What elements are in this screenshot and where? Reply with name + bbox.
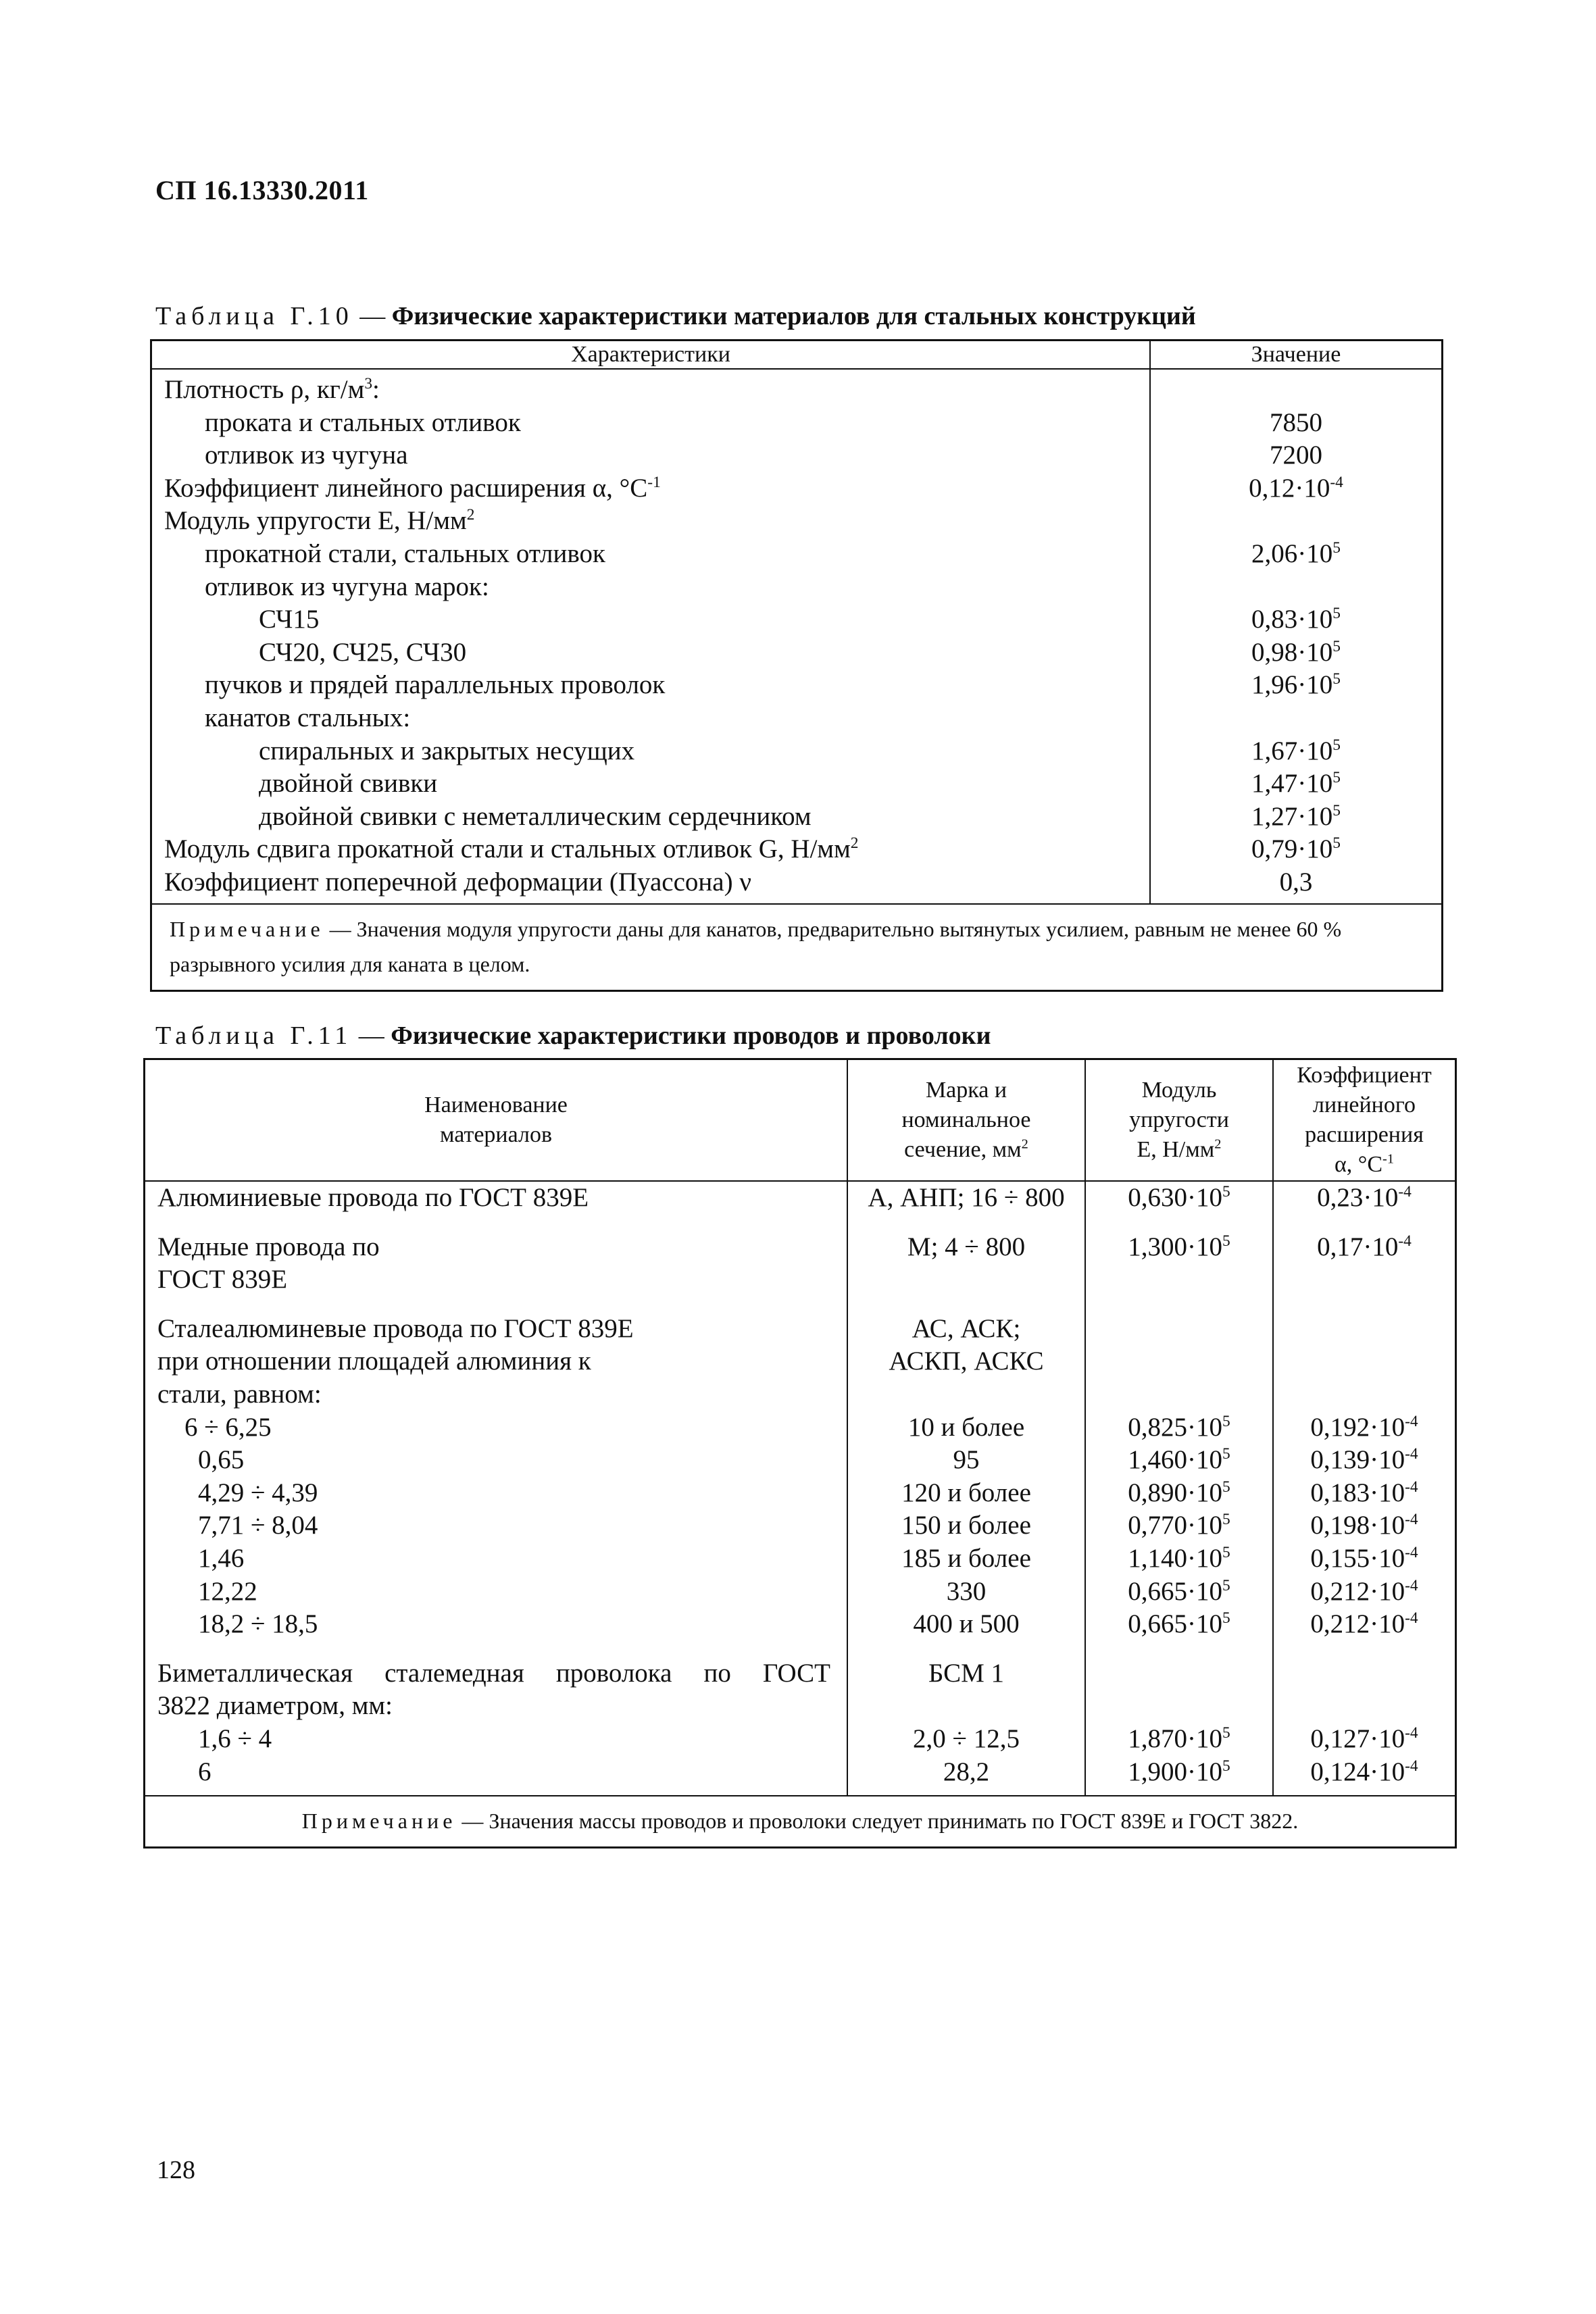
row-label xyxy=(151,768,1151,801)
table-header-row xyxy=(151,341,1443,370)
row-label xyxy=(151,636,1151,670)
value-exponent: 5 xyxy=(1332,670,1341,688)
row-value xyxy=(1150,603,1443,636)
column-header-modulus xyxy=(1085,1059,1273,1182)
row-label xyxy=(151,801,1151,834)
header-line: расширения xyxy=(1305,1122,1424,1147)
value-text: 1,870·10 xyxy=(1128,1724,1223,1753)
table-row xyxy=(151,768,1443,801)
grade: 28,2 xyxy=(847,1756,1085,1796)
row-value xyxy=(1150,369,1443,407)
value-text: 0,83·10 xyxy=(1251,605,1333,634)
row-value: 7850 xyxy=(1270,407,1322,437)
table-row xyxy=(151,505,1443,538)
row-label xyxy=(151,833,1151,866)
table-row xyxy=(145,1756,1456,1796)
value-text: 0,198·10 xyxy=(1310,1511,1405,1540)
value-text: 0,17·10 xyxy=(1317,1232,1399,1261)
modulus xyxy=(1085,1542,1273,1576)
value-text: 0,665·10 xyxy=(1128,1576,1223,1606)
expansion-coef xyxy=(1273,1181,1456,1231)
row-label-sup: 2 xyxy=(850,834,859,853)
material-name xyxy=(145,1657,848,1723)
note-text: — Значения массы проводов и проволоки следует принимать по ГОСТ 839Е и ГОСТ 3822. xyxy=(456,1809,1299,1834)
value-text: 1,27·10 xyxy=(1251,801,1333,831)
material-name xyxy=(145,1313,848,1411)
row-label xyxy=(151,866,1151,904)
grade: 120 и более xyxy=(847,1477,1085,1510)
row-value xyxy=(1150,472,1443,505)
expansion-coef xyxy=(1273,1756,1456,1796)
table-row xyxy=(145,1576,1456,1609)
table-row xyxy=(145,1477,1456,1510)
table-row xyxy=(151,472,1443,505)
material-name xyxy=(145,1608,848,1657)
value-text: 1,140·10 xyxy=(1128,1543,1223,1573)
table-g11-caption xyxy=(155,1021,991,1051)
value-text: 0,212·10 xyxy=(1310,1609,1405,1639)
table-row xyxy=(151,801,1443,834)
value-text: 0,665·10 xyxy=(1128,1609,1223,1639)
value-text: 0,630·10 xyxy=(1128,1183,1223,1212)
table-row xyxy=(151,369,1443,407)
value-exponent: -4 xyxy=(1405,1412,1418,1430)
table-row xyxy=(145,1723,1456,1756)
row-label-text: канатов стальных: xyxy=(205,703,411,732)
grade xyxy=(847,1313,1085,1411)
caption-dash: — xyxy=(352,1022,391,1050)
column-header-characteristics: Характеристики xyxy=(151,341,1151,370)
name-line: 1,6 ÷ 4 xyxy=(198,1724,272,1753)
value-exponent: -4 xyxy=(1405,1609,1418,1628)
value-text: 1,460·10 xyxy=(1128,1445,1223,1475)
table-note-row xyxy=(145,1796,1456,1848)
caption-label: Таблица Г.10 xyxy=(155,302,353,330)
header-line: E, Н/мм xyxy=(1137,1137,1215,1162)
header-sup: 2 xyxy=(1021,1136,1028,1152)
table-row xyxy=(151,538,1443,571)
value-exponent: -4 xyxy=(1405,1576,1418,1594)
value-text: 0,139·10 xyxy=(1310,1445,1405,1475)
name-line: 0,65 xyxy=(198,1445,245,1475)
table-row xyxy=(145,1608,1456,1657)
name-line: 7,71 ÷ 8,04 xyxy=(198,1511,318,1540)
value-text: 0,23·10 xyxy=(1317,1183,1399,1212)
grade: БСМ 1 xyxy=(847,1657,1085,1723)
value-text: 1,67·10 xyxy=(1251,736,1333,765)
material-name: Алюминиевые провода по ГОСТ 839Е xyxy=(145,1181,848,1231)
row-label-text: Модуль упругости E, Н/мм xyxy=(164,506,467,536)
table-g10 xyxy=(150,339,1443,992)
header-line: Марка и xyxy=(925,1078,1007,1103)
value-text: 0,98·10 xyxy=(1251,637,1333,667)
expansion-coef xyxy=(1273,1657,1456,1723)
row-label-suffix: : xyxy=(372,375,380,404)
row-label-text: прокатной стали, стальных отливок xyxy=(205,538,605,568)
header-line: α, °C xyxy=(1334,1152,1383,1177)
name-line: 18,2 ÷ 18,5 xyxy=(198,1609,318,1639)
expansion-coef xyxy=(1273,1477,1456,1510)
row-value xyxy=(1150,538,1443,571)
row-label xyxy=(151,505,1151,538)
value-text: 0,155·10 xyxy=(1310,1543,1405,1573)
row-label-text: отливок из чугуна xyxy=(205,441,408,470)
header-line: линейного xyxy=(1313,1092,1416,1117)
grade: 185 и более xyxy=(847,1542,1085,1576)
value-text: 0,124·10 xyxy=(1310,1757,1405,1786)
value-exponent: -4 xyxy=(1398,1183,1412,1201)
value-exponent: 5 xyxy=(1222,1576,1230,1594)
modulus xyxy=(1085,1444,1273,1477)
table-row xyxy=(151,735,1443,768)
document-code: СП 16.13330.2011 xyxy=(155,175,369,205)
row-label xyxy=(151,735,1151,768)
material-name xyxy=(145,1756,848,1796)
row-label-text: двойной свивки xyxy=(259,769,438,799)
material-name xyxy=(145,1723,848,1756)
modulus xyxy=(1085,1608,1273,1657)
value-exponent: 5 xyxy=(1222,1609,1230,1628)
row-value: 7200 xyxy=(1270,441,1322,470)
row-value xyxy=(1150,636,1443,670)
name-line: ГОСТ 839Е xyxy=(157,1265,288,1294)
expansion-coef xyxy=(1273,1411,1456,1444)
modulus xyxy=(1085,1181,1273,1231)
table-row xyxy=(145,1181,1456,1231)
table-row xyxy=(151,603,1443,636)
grade: А, АНП; 16 ÷ 800 xyxy=(847,1181,1085,1231)
value-text: 0,825·10 xyxy=(1128,1412,1223,1442)
header-line: сечение, мм xyxy=(904,1137,1022,1162)
name-line: 6 xyxy=(198,1757,211,1786)
value-text: 1,96·10 xyxy=(1251,670,1333,700)
header-line: материалов xyxy=(439,1122,553,1147)
grade: 95 xyxy=(847,1444,1085,1477)
value-exponent: 5 xyxy=(1332,605,1341,623)
value-exponent: -4 xyxy=(1330,473,1343,491)
row-label-text: пучков и прядей параллельных проволок xyxy=(205,670,666,700)
row-value xyxy=(1150,702,1443,735)
row-value xyxy=(1150,833,1443,866)
value-exponent: 5 xyxy=(1332,769,1341,787)
modulus xyxy=(1085,1576,1273,1609)
value-text: 0,127·10 xyxy=(1310,1724,1405,1753)
value-text: 0,212·10 xyxy=(1310,1576,1405,1606)
value-exponent: 5 xyxy=(1332,736,1341,754)
grade-line: АСКП, АСКС xyxy=(889,1347,1044,1376)
caption-title: Физические характеристики материалов для стальных конструкций xyxy=(391,302,1196,330)
column-header-expansion-coef xyxy=(1273,1059,1456,1182)
row-label-text: Коэффициент поперечной деформации (Пуассона) ν xyxy=(164,867,751,897)
value-text: 2,06·10 xyxy=(1251,538,1333,568)
note-label: Примечание xyxy=(170,916,324,941)
header-line: Модуль xyxy=(1141,1078,1217,1103)
row-label-text: Коэффициент линейного расширения α, °C xyxy=(164,473,648,503)
value-text: 0,192·10 xyxy=(1310,1412,1405,1442)
table-row xyxy=(145,1411,1456,1444)
value-exponent: 5 xyxy=(1332,538,1341,557)
row-value xyxy=(1150,571,1443,604)
value-text: 0,79·10 xyxy=(1251,834,1333,864)
name-line: 12,22 xyxy=(198,1576,257,1606)
table-note xyxy=(145,1796,1456,1848)
table-row xyxy=(151,866,1443,904)
value-exponent: -4 xyxy=(1398,1232,1412,1250)
name-line: Биметаллическая сталемедная проволока по ГОСТ xyxy=(157,1658,830,1688)
value-exponent: -4 xyxy=(1405,1543,1418,1561)
material-name xyxy=(145,1477,848,1510)
table-row xyxy=(145,1231,1456,1313)
grade: 150 и более xyxy=(847,1509,1085,1542)
row-label xyxy=(151,407,1151,440)
material-name xyxy=(145,1509,848,1542)
expansion-coef xyxy=(1273,1313,1456,1411)
modulus xyxy=(1085,1411,1273,1444)
modulus xyxy=(1085,1756,1273,1796)
name-line: 1,46 xyxy=(198,1543,245,1573)
name-line: при отношении площадей алюминия к xyxy=(157,1347,591,1376)
value-exponent: -4 xyxy=(1405,1724,1418,1742)
value-text: 0,890·10 xyxy=(1128,1478,1223,1507)
material-name xyxy=(145,1542,848,1576)
row-value: 0,3 xyxy=(1279,867,1313,897)
row-value xyxy=(1150,768,1443,801)
value-text: 0,770·10 xyxy=(1128,1511,1223,1540)
value-exponent: 5 xyxy=(1222,1412,1230,1430)
value-exponent: -4 xyxy=(1405,1445,1418,1463)
row-label-text: Модуль сдвига прокатной стали и стальных отливок G, Н/мм xyxy=(164,834,851,864)
row-value xyxy=(1150,801,1443,834)
grade: 330 xyxy=(847,1576,1085,1609)
name-line: Медные провода по xyxy=(157,1232,380,1261)
note-label: Примечание xyxy=(301,1809,457,1834)
value-text: 1,900·10 xyxy=(1128,1757,1223,1786)
row-label xyxy=(151,702,1151,735)
row-label xyxy=(151,472,1151,505)
column-header-material-name xyxy=(145,1059,848,1182)
material-name xyxy=(145,1411,848,1444)
table-g10-caption xyxy=(155,301,1196,331)
table-row xyxy=(151,833,1443,866)
row-label-text: спиральных и закрытых несущих xyxy=(259,736,635,765)
table-note-row xyxy=(151,904,1443,991)
value-exponent: -4 xyxy=(1405,1511,1418,1529)
grade: 10 и более xyxy=(847,1411,1085,1444)
expansion-coef xyxy=(1273,1444,1456,1477)
grade: 2,0 ÷ 12,5 xyxy=(847,1723,1085,1756)
header-line: Коэффициент xyxy=(1297,1063,1432,1088)
header-sup: 2 xyxy=(1214,1136,1222,1152)
value-exponent: 5 xyxy=(1222,1183,1230,1201)
row-label xyxy=(151,571,1151,604)
name-line: Сталеалюминевые провода по ГОСТ 839Е xyxy=(157,1313,634,1343)
row-value xyxy=(1150,505,1443,538)
expansion-coef xyxy=(1273,1231,1456,1313)
header-line: номинальное xyxy=(901,1107,1031,1132)
row-value xyxy=(1150,735,1443,768)
caption-title: Физические характеристики проводов и проволоки xyxy=(391,1022,991,1050)
value-exponent: 5 xyxy=(1222,1757,1230,1775)
row-label-text: проката и стальных отливок xyxy=(205,407,521,437)
note-text: — Значения модуля упругости даны для канатов, предварительно вытянутых усилием, равным не менее 60 % разрывного усилия для каната в целом. xyxy=(170,916,1342,976)
column-header-value: Значение xyxy=(1150,341,1443,370)
expansion-coef xyxy=(1273,1723,1456,1756)
table-row xyxy=(151,702,1443,735)
row-label-text: отливок из чугуна марок: xyxy=(205,572,489,601)
expansion-coef xyxy=(1273,1509,1456,1542)
modulus xyxy=(1085,1723,1273,1756)
table-row xyxy=(151,636,1443,670)
material-name xyxy=(145,1444,848,1477)
table-row xyxy=(145,1444,1456,1477)
row-label xyxy=(151,538,1151,571)
column-header-grade xyxy=(847,1059,1085,1182)
expansion-coef xyxy=(1273,1576,1456,1609)
table-header-row xyxy=(145,1059,1456,1182)
row-value xyxy=(1150,669,1443,702)
table-g11 xyxy=(143,1058,1457,1848)
row-label-sup: 3 xyxy=(364,375,373,393)
value-exponent: -4 xyxy=(1405,1757,1418,1775)
grade: М; 4 ÷ 800 xyxy=(847,1231,1085,1313)
page-number: 128 xyxy=(157,2156,195,2184)
table-row xyxy=(145,1313,1456,1411)
value-exponent: 5 xyxy=(1222,1724,1230,1742)
row-label xyxy=(151,669,1151,702)
material-name xyxy=(145,1231,848,1313)
table-row xyxy=(145,1542,1456,1576)
value-exponent: 5 xyxy=(1332,834,1341,853)
row-label xyxy=(151,439,1151,472)
name-line: 4,29 ÷ 4,39 xyxy=(198,1478,318,1507)
table-note xyxy=(151,904,1443,991)
row-label-text: СЧ15 xyxy=(259,605,320,634)
table-row xyxy=(151,669,1443,702)
value-exponent: 5 xyxy=(1222,1445,1230,1463)
name-line: 6 ÷ 6,25 xyxy=(184,1412,272,1442)
table-row xyxy=(151,439,1443,472)
row-label-text: Плотность ρ, кг/м xyxy=(164,375,365,404)
modulus xyxy=(1085,1231,1273,1313)
header-line: упругости xyxy=(1129,1107,1229,1132)
value-exponent: -4 xyxy=(1405,1478,1418,1496)
caption-label: Таблица Г.11 xyxy=(155,1022,353,1050)
row-label xyxy=(151,369,1151,407)
value-exponent: 5 xyxy=(1222,1232,1230,1250)
row-label-sup: -1 xyxy=(647,473,661,491)
row-label-sup: 2 xyxy=(466,506,475,524)
value-text: 1,300·10 xyxy=(1128,1232,1223,1261)
grade-line: АС, АСК; xyxy=(912,1313,1021,1343)
name-line: стали, равном: xyxy=(157,1379,322,1409)
name-line: 3822 диаметром, мм: xyxy=(157,1691,393,1721)
value-exponent: 5 xyxy=(1222,1478,1230,1496)
value-exponent: 5 xyxy=(1222,1511,1230,1529)
table-row xyxy=(151,407,1443,440)
value-exponent: 5 xyxy=(1332,801,1341,820)
modulus xyxy=(1085,1477,1273,1510)
row-label xyxy=(151,603,1151,636)
header-sup: -1 xyxy=(1382,1151,1395,1167)
value-text: 1,47·10 xyxy=(1251,769,1333,799)
value-text: 0,12·10 xyxy=(1249,473,1330,503)
row-label-text: двойной свивки с неметаллическим сердечником xyxy=(259,801,812,831)
caption-dash: — xyxy=(353,302,392,330)
value-text: 0,183·10 xyxy=(1310,1478,1405,1507)
value-exponent: 5 xyxy=(1222,1543,1230,1561)
table-row xyxy=(145,1509,1456,1542)
expansion-coef xyxy=(1273,1542,1456,1576)
table-row xyxy=(151,571,1443,604)
value-exponent: 5 xyxy=(1332,637,1341,655)
expansion-coef xyxy=(1273,1608,1456,1657)
material-name xyxy=(145,1576,848,1609)
header-line: Наименование xyxy=(424,1092,568,1117)
table-row xyxy=(145,1657,1456,1723)
modulus xyxy=(1085,1657,1273,1723)
modulus xyxy=(1085,1313,1273,1411)
modulus xyxy=(1085,1509,1273,1542)
row-label-text: СЧ20, СЧ25, СЧ30 xyxy=(259,637,467,667)
grade: 400 и 500 xyxy=(847,1608,1085,1657)
